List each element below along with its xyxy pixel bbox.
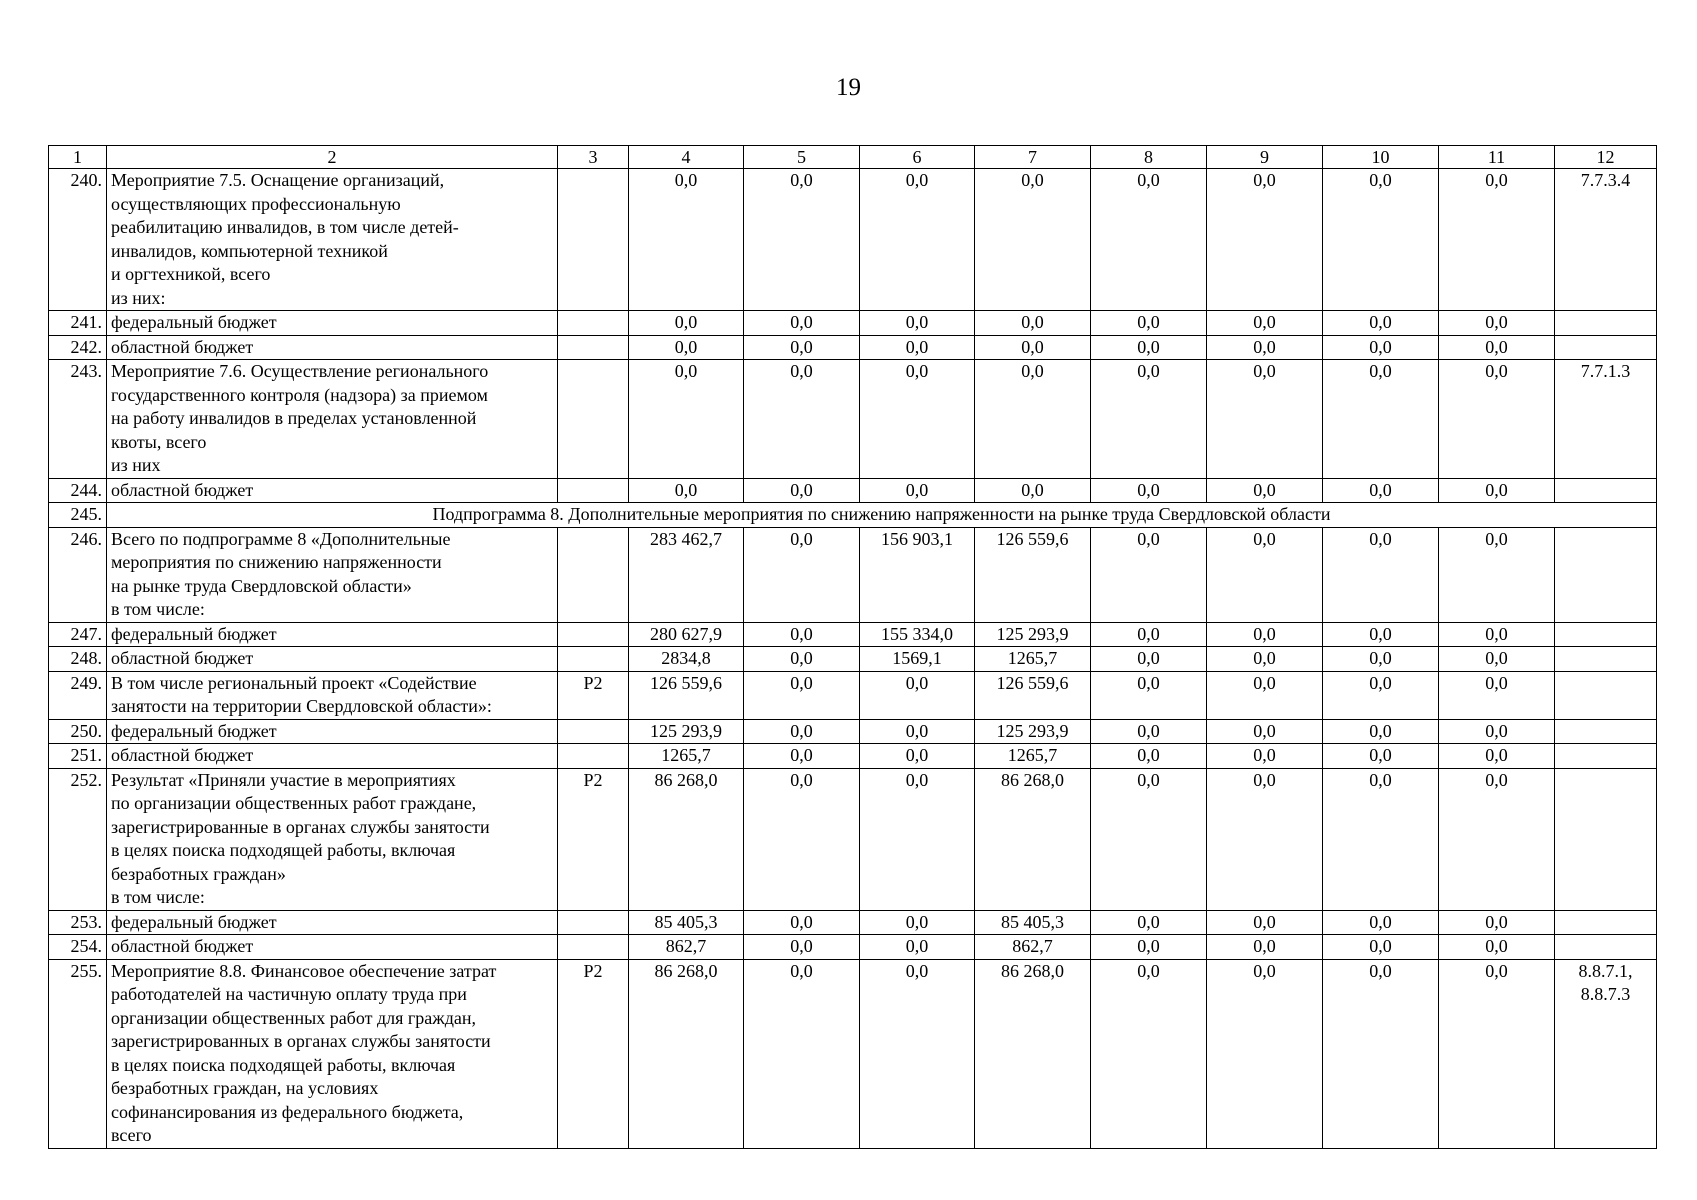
value-cell: 0,0 bbox=[1091, 959, 1207, 1148]
value-cell: 0,0 bbox=[1207, 527, 1323, 622]
value-cell: 0,0 bbox=[860, 910, 975, 935]
description-cell bbox=[107, 910, 558, 935]
table-row bbox=[49, 622, 1657, 647]
column-number-row bbox=[49, 146, 1657, 169]
value-cell: 126 559,6 bbox=[975, 527, 1091, 622]
value-cell: 0,0 bbox=[1091, 335, 1207, 360]
column-number-header: 7 bbox=[975, 146, 1091, 169]
description-line: Мероприятие 7.6. Осуществление регионального bbox=[111, 361, 489, 381]
value-cell: 0,0 bbox=[629, 311, 744, 336]
value-cell: 0,0 bbox=[860, 935, 975, 960]
table-row bbox=[49, 671, 1657, 719]
row-number-cell: 254. bbox=[49, 935, 107, 960]
table-body bbox=[49, 169, 1657, 1149]
value-cell: 0,0 bbox=[629, 478, 744, 503]
value-cell: 156 903,1 bbox=[860, 527, 975, 622]
value-cell: 0,0 bbox=[1439, 360, 1555, 479]
value-cell: 0,0 bbox=[1439, 478, 1555, 503]
budget-table bbox=[48, 145, 1657, 1149]
value-cell: 0,0 bbox=[1323, 527, 1439, 622]
code-cell bbox=[558, 527, 629, 622]
target-indicator-cell bbox=[1555, 719, 1657, 744]
column-number-header: 2 bbox=[107, 146, 558, 169]
value-cell: 85 405,3 bbox=[975, 910, 1091, 935]
row-number-cell: 242. bbox=[49, 335, 107, 360]
value-cell: 0,0 bbox=[1091, 169, 1207, 311]
value-cell: 0,0 bbox=[1323, 744, 1439, 769]
value-cell: 0,0 bbox=[629, 335, 744, 360]
column-number-header: 6 bbox=[860, 146, 975, 169]
target-indicator-line: 7.7.1.3 bbox=[1580, 361, 1631, 381]
code-cell bbox=[558, 169, 629, 311]
value-cell: 0,0 bbox=[1207, 910, 1323, 935]
value-cell: 0,0 bbox=[1207, 647, 1323, 672]
code-cell: P2 bbox=[558, 768, 629, 910]
value-cell: 0,0 bbox=[1091, 311, 1207, 336]
value-cell: 0,0 bbox=[1439, 719, 1555, 744]
value-cell: 86 268,0 bbox=[975, 959, 1091, 1148]
value-cell: 0,0 bbox=[1207, 360, 1323, 479]
value-cell: 0,0 bbox=[744, 478, 860, 503]
value-cell: 0,0 bbox=[1091, 671, 1207, 719]
column-number-header: 4 bbox=[629, 146, 744, 169]
value-cell: 0,0 bbox=[1207, 959, 1323, 1148]
target-indicator-line: 8.8.7.3 bbox=[1580, 984, 1631, 1004]
value-cell: 0,0 bbox=[1323, 959, 1439, 1148]
value-cell: 0,0 bbox=[1091, 768, 1207, 910]
description-cell bbox=[107, 360, 558, 479]
value-cell: 0,0 bbox=[1091, 935, 1207, 960]
target-indicator-cell bbox=[1555, 647, 1657, 672]
table-row bbox=[49, 527, 1657, 622]
value-cell: 862,7 bbox=[975, 935, 1091, 960]
description-line: квоты, всего bbox=[111, 431, 207, 452]
row-number-cell: 246. bbox=[49, 527, 107, 622]
description-cell bbox=[107, 169, 558, 311]
value-cell: 0,0 bbox=[744, 744, 860, 769]
description-line: в целях поиска подходящей работы, включая bbox=[111, 840, 456, 860]
value-cell: 0,0 bbox=[1439, 744, 1555, 769]
column-number-header: 12 bbox=[1555, 146, 1657, 169]
value-cell: 0,0 bbox=[975, 169, 1091, 311]
row-number-cell: 244. bbox=[49, 478, 107, 503]
value-cell: 0,0 bbox=[860, 311, 975, 336]
value-cell: 0,0 bbox=[1091, 910, 1207, 935]
value-cell: 0,0 bbox=[744, 360, 860, 479]
row-number-cell: 247. bbox=[49, 622, 107, 647]
target-indicator-cell bbox=[1555, 478, 1657, 503]
value-cell: 0,0 bbox=[744, 719, 860, 744]
code-cell bbox=[558, 622, 629, 647]
value-cell: 126 559,6 bbox=[975, 671, 1091, 719]
target-indicator-cell bbox=[1555, 768, 1657, 910]
description-line: из них bbox=[111, 455, 161, 475]
value-cell: 0,0 bbox=[975, 311, 1091, 336]
description-line: в том числе: bbox=[111, 599, 205, 619]
column-number-header: 11 bbox=[1439, 146, 1555, 169]
value-cell: 0,0 bbox=[1091, 647, 1207, 672]
value-cell: 0,0 bbox=[744, 527, 860, 622]
description-line: инвалидов, компьютерной техникой bbox=[111, 240, 388, 261]
value-cell: 0,0 bbox=[1207, 671, 1323, 719]
description-line: федеральный бюджет bbox=[111, 720, 277, 741]
value-cell: 0,0 bbox=[860, 169, 975, 311]
description-line: безработных граждан» bbox=[111, 863, 286, 884]
target-indicator-cell bbox=[1555, 527, 1657, 622]
value-cell: 0,0 bbox=[1323, 910, 1439, 935]
row-number-cell: 243. bbox=[49, 360, 107, 479]
row-number-cell: 241. bbox=[49, 311, 107, 336]
value-cell: 283 462,7 bbox=[629, 527, 744, 622]
value-cell: 0,0 bbox=[860, 360, 975, 479]
value-cell: 0,0 bbox=[1323, 360, 1439, 479]
value-cell: 0,0 bbox=[1323, 169, 1439, 311]
description-line: федеральный бюджет bbox=[111, 623, 277, 644]
description-line: и оргтехникой, всего bbox=[111, 264, 271, 284]
value-cell: 0,0 bbox=[1323, 768, 1439, 910]
description-line: софинансирования из федерального бюджета, bbox=[111, 1101, 464, 1122]
description-line: Всего по подпрограмме 8 «Дополнительные bbox=[111, 528, 451, 549]
table-row bbox=[49, 935, 1657, 960]
code-cell: P2 bbox=[558, 671, 629, 719]
value-cell: 0,0 bbox=[1323, 671, 1439, 719]
column-number-header: 8 bbox=[1091, 146, 1207, 169]
description-line: безработных граждан, на условиях bbox=[111, 1078, 379, 1098]
value-cell: 0,0 bbox=[1323, 478, 1439, 503]
value-cell: 0,0 bbox=[744, 768, 860, 910]
description-line: в целях поиска подходящей работы, включая bbox=[111, 1054, 456, 1075]
code-cell: P2 bbox=[558, 959, 629, 1148]
row-number-cell: 253. bbox=[49, 910, 107, 935]
value-cell: 0,0 bbox=[1091, 478, 1207, 503]
column-number-header: 10 bbox=[1323, 146, 1439, 169]
value-cell: 0,0 bbox=[860, 671, 975, 719]
code-cell bbox=[558, 719, 629, 744]
code-cell bbox=[558, 311, 629, 336]
description-line: областной бюджет bbox=[111, 745, 254, 765]
value-cell: 0,0 bbox=[860, 959, 975, 1148]
row-number-cell: 240. bbox=[49, 169, 107, 311]
code-cell bbox=[558, 360, 629, 479]
table-row bbox=[49, 744, 1657, 769]
value-cell: 126 559,6 bbox=[629, 671, 744, 719]
value-cell: 0,0 bbox=[1091, 527, 1207, 622]
value-cell: 0,0 bbox=[860, 768, 975, 910]
target-indicator-cell bbox=[1555, 360, 1657, 479]
value-cell: 1265,7 bbox=[975, 744, 1091, 769]
value-cell: 86 268,0 bbox=[975, 768, 1091, 910]
table-row bbox=[49, 478, 1657, 503]
description-line: на работу инвалидов в пределах установленной bbox=[111, 408, 477, 428]
value-cell: 0,0 bbox=[744, 647, 860, 672]
description-line: зарегистрированных в органах службы занятости bbox=[111, 1031, 491, 1051]
value-cell: 0,0 bbox=[1323, 935, 1439, 960]
value-cell: 0,0 bbox=[860, 335, 975, 360]
value-cell: 86 268,0 bbox=[629, 959, 744, 1148]
description-line: областной бюджет bbox=[111, 479, 254, 500]
value-cell: 0,0 bbox=[1207, 935, 1323, 960]
target-indicator-cell bbox=[1555, 622, 1657, 647]
value-cell: 0,0 bbox=[975, 335, 1091, 360]
table-row bbox=[49, 959, 1657, 1148]
value-cell: 155 334,0 bbox=[860, 622, 975, 647]
value-cell: 0,0 bbox=[1439, 527, 1555, 622]
description-line: осуществляющих профессиональную bbox=[111, 193, 401, 214]
value-cell: 0,0 bbox=[744, 935, 860, 960]
description-cell bbox=[107, 959, 558, 1148]
row-number-cell: 251. bbox=[49, 744, 107, 769]
target-indicator-cell bbox=[1555, 335, 1657, 360]
description-line: занятости на территории Свердловской области»: bbox=[111, 696, 492, 716]
description-line: федеральный бюджет bbox=[111, 312, 277, 332]
value-cell: 0,0 bbox=[1323, 647, 1439, 672]
value-cell: 280 627,9 bbox=[629, 622, 744, 647]
description-cell bbox=[107, 335, 558, 360]
description-cell bbox=[107, 478, 558, 503]
value-cell: 0,0 bbox=[1207, 169, 1323, 311]
value-cell: 0,0 bbox=[975, 478, 1091, 503]
value-cell: 0,0 bbox=[860, 478, 975, 503]
value-cell: 0,0 bbox=[744, 671, 860, 719]
code-cell bbox=[558, 478, 629, 503]
value-cell: 125 293,9 bbox=[629, 719, 744, 744]
description-line: областной бюджет bbox=[111, 936, 254, 956]
value-cell: 86 268,0 bbox=[629, 768, 744, 910]
code-cell bbox=[558, 335, 629, 360]
table-row bbox=[49, 311, 1657, 336]
description-line: организации общественных работ для граждан, bbox=[111, 1007, 476, 1028]
description-line: государственного контроля (надзора) за приемом bbox=[111, 384, 488, 405]
row-number-cell: 249. bbox=[49, 671, 107, 719]
section-title-cell: Подпрограмма 8. Дополнительные мероприятия по снижению напряженности на рынке труда Свердловской области bbox=[107, 503, 1657, 528]
target-indicator-cell bbox=[1555, 311, 1657, 336]
code-cell bbox=[558, 744, 629, 769]
target-indicator-cell bbox=[1555, 935, 1657, 960]
value-cell: 0,0 bbox=[1323, 719, 1439, 744]
value-cell: 0,0 bbox=[1439, 671, 1555, 719]
description-cell bbox=[107, 744, 558, 769]
value-cell: 0,0 bbox=[1091, 622, 1207, 647]
target-indicator-cell bbox=[1555, 169, 1657, 311]
description-line: по организации общественных работ граждане, bbox=[111, 793, 477, 813]
description-line: В том числе региональный проект «Содействие bbox=[111, 672, 477, 693]
value-cell: 0,0 bbox=[744, 311, 860, 336]
row-number-cell: 252. bbox=[49, 768, 107, 910]
value-cell: 0,0 bbox=[1207, 622, 1323, 647]
value-cell: 0,0 bbox=[744, 910, 860, 935]
code-cell bbox=[558, 910, 629, 935]
target-indicator-cell bbox=[1555, 671, 1657, 719]
target-indicator-cell bbox=[1555, 959, 1657, 1148]
description-cell bbox=[107, 311, 558, 336]
value-cell: 0,0 bbox=[1207, 311, 1323, 336]
description-cell bbox=[107, 768, 558, 910]
value-cell: 0,0 bbox=[1207, 478, 1323, 503]
description-cell bbox=[107, 622, 558, 647]
table-row bbox=[49, 335, 1657, 360]
table-row bbox=[49, 768, 1657, 910]
description-line: областной бюджет bbox=[111, 648, 254, 668]
value-cell: 0,0 bbox=[1439, 169, 1555, 311]
row-number-cell: 248. bbox=[49, 647, 107, 672]
value-cell: 125 293,9 bbox=[975, 622, 1091, 647]
description-line: на рынке труда Свердловской области» bbox=[111, 575, 412, 596]
value-cell: 0,0 bbox=[1439, 910, 1555, 935]
target-indicator-cell bbox=[1555, 910, 1657, 935]
description-cell bbox=[107, 671, 558, 719]
value-cell: 1569,1 bbox=[860, 647, 975, 672]
description-cell bbox=[107, 719, 558, 744]
value-cell: 0,0 bbox=[1207, 719, 1323, 744]
value-cell: 0,0 bbox=[860, 719, 975, 744]
description-line: областной бюджет bbox=[111, 336, 254, 357]
value-cell: 0,0 bbox=[1323, 335, 1439, 360]
value-cell: 0,0 bbox=[1323, 311, 1439, 336]
value-cell: 85 405,3 bbox=[629, 910, 744, 935]
row-number-cell: 250. bbox=[49, 719, 107, 744]
description-line: зарегистрированные в органах службы занятости bbox=[111, 816, 490, 837]
value-cell: 0,0 bbox=[744, 622, 860, 647]
description-line: Мероприятие 8.8. Финансовое обеспечение затрат bbox=[111, 960, 497, 981]
description-line: из них: bbox=[111, 287, 166, 308]
value-cell: 0,0 bbox=[1439, 647, 1555, 672]
value-cell: 0,0 bbox=[860, 744, 975, 769]
value-cell: 0,0 bbox=[1439, 959, 1555, 1148]
value-cell: 862,7 bbox=[629, 935, 744, 960]
value-cell: 0,0 bbox=[1207, 768, 1323, 910]
value-cell: 0,0 bbox=[1439, 935, 1555, 960]
description-cell bbox=[107, 527, 558, 622]
value-cell: 0,0 bbox=[1091, 744, 1207, 769]
value-cell: 1265,7 bbox=[629, 744, 744, 769]
description-line: всего bbox=[111, 1125, 152, 1145]
description-line: федеральный бюджет bbox=[111, 911, 277, 932]
value-cell: 0,0 bbox=[1323, 622, 1439, 647]
page-number: 19 bbox=[836, 74, 861, 101]
target-indicator-line: 8.8.7.1, bbox=[1578, 960, 1633, 981]
description-line: Мероприятие 7.5. Оснащение организаций, bbox=[111, 170, 445, 190]
value-cell: 0,0 bbox=[1091, 360, 1207, 479]
value-cell: 0,0 bbox=[744, 169, 860, 311]
table-row bbox=[49, 647, 1657, 672]
description-line: Результат «Приняли участие в мероприятиях bbox=[111, 769, 456, 790]
code-cell bbox=[558, 647, 629, 672]
column-number-header: 3 bbox=[558, 146, 629, 169]
description-cell bbox=[107, 935, 558, 960]
table-row bbox=[49, 910, 1657, 935]
value-cell: 125 293,9 bbox=[975, 719, 1091, 744]
column-number-header: 5 bbox=[744, 146, 860, 169]
table-row bbox=[49, 169, 1657, 311]
value-cell: 0,0 bbox=[975, 360, 1091, 479]
row-number-cell: 245. bbox=[49, 503, 107, 528]
value-cell: 0,0 bbox=[629, 360, 744, 479]
value-cell: 1265,7 bbox=[975, 647, 1091, 672]
table-row bbox=[49, 719, 1657, 744]
code-cell bbox=[558, 935, 629, 960]
value-cell: 0,0 bbox=[1207, 335, 1323, 360]
row-number-cell: 255. bbox=[49, 959, 107, 1148]
value-cell: 0,0 bbox=[1439, 311, 1555, 336]
column-number-header: 9 bbox=[1207, 146, 1323, 169]
value-cell: 0,0 bbox=[629, 169, 744, 311]
description-line: реабилитацию инвалидов, в том числе детей- bbox=[111, 217, 459, 237]
value-cell: 0,0 bbox=[1091, 719, 1207, 744]
value-cell: 0,0 bbox=[744, 335, 860, 360]
value-cell: 0,0 bbox=[1207, 744, 1323, 769]
target-indicator-cell bbox=[1555, 744, 1657, 769]
value-cell: 0,0 bbox=[1439, 335, 1555, 360]
value-cell: 2834,8 bbox=[629, 647, 744, 672]
value-cell: 0,0 bbox=[744, 959, 860, 1148]
value-cell: 0,0 bbox=[1439, 768, 1555, 910]
description-line: в том числе: bbox=[111, 887, 205, 907]
value-cell: 0,0 bbox=[1439, 622, 1555, 647]
target-indicator-line: 7.7.3.4 bbox=[1580, 170, 1631, 190]
description-cell bbox=[107, 647, 558, 672]
description-line: мероприятия по снижению напряженности bbox=[111, 552, 442, 572]
column-number-header: 1 bbox=[49, 146, 107, 169]
table-row bbox=[49, 360, 1657, 479]
description-line: работодателей на частичную оплату труда при bbox=[111, 984, 467, 1004]
table-row bbox=[49, 503, 1657, 528]
